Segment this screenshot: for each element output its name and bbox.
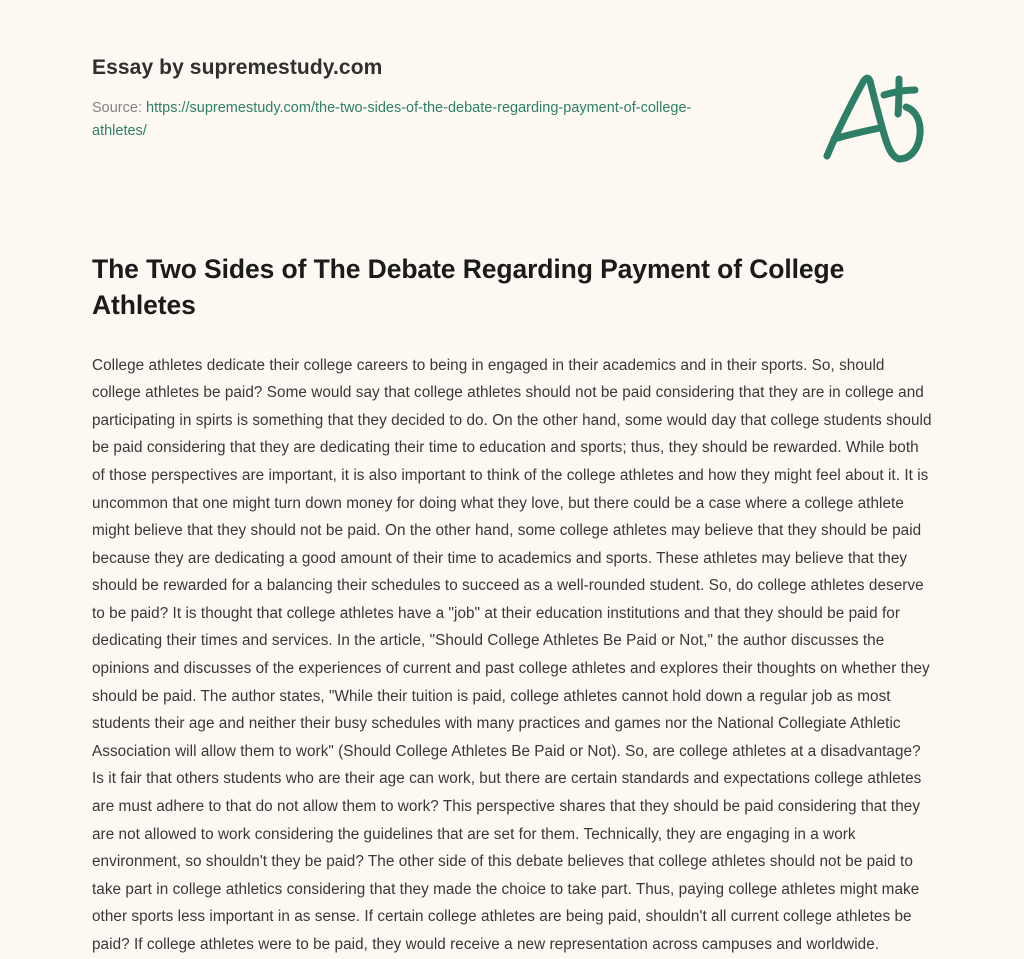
article-body-text: College athletes dedicate their college careers to being in engaged in their academics and in their sports. So, should college athletes be paid? Some would say that college athletes should not be paid considering that they are in college and participating in spirts is something that they decided to do. On the other hand, some would day that college students should be paid considering that they are dedicating their time to education and sports; thus, they should be rewarded. While both of those perspectives are important, it is also important to think of the college athletes and how they might feel about it. It is uncommon that one might turn down money for doing what they love, but there could be a case where a college athlete might believe that they should not be paid. On the other hand, some college athletes may believe that they should be paid because they are dedicating a good amount of their time to academics and sports. These athletes may believe that they should be rewarded for a balancing their schedules to succeed as a well-rounded student. So, do college athletes deserve to be paid? It is thought that college athletes have a "job" at their education institutions and that they should be paid for dedicating their times and services. In the article, "Should College Athletes Be Paid or Not," the author discusses the opinions and discusses of the experiences of current and past college athletes and explores their thoughts on whether they should be paid. The author states, "While their tuition is paid, college athletes cannot hold down a regular job as most students their age and neither their busy schedules with many practices and games nor the National Collegiate Athletic Association will allow them to work" (Should College Athletes Be Paid or Not). So, are college athletes at a disadvantage? Is it fair that others students who are their age can work, but there are certain standards and expectations college athletes are must adhere to that do not allow them to work? This perspective shares that they should be paid considering that they are not allowed to work considering the guidelines that are set for them. Technically, they are engaging in a work environment, so shouldn't they be paid? The other side of this debate believes that college athletes should not be paid to take part in college athletics considering that they made the choice to take part. Thus, paying college athletes might make other sports less important in as sense. If certain college athletes are being paid, shouldn't all current college athletes be paid? If college athletes were to be paid, they would receive a new representation across campuses and worldwide. [92, 356, 932, 953]
source-line [92, 97, 717, 142]
source-url-link[interactable]: https://supremestudy.com/the-two-sides-of-the-debate-regarding-payment-of-college-athletes/ [92, 100, 692, 139]
article-title: The Two Sides of The Debate Regarding Payment of College Athletes [92, 254, 845, 320]
site-title: Essay by supremestudy.com [92, 56, 383, 79]
page-header [92, 55, 932, 142]
article [92, 252, 934, 959]
a-plus-logo-icon [818, 64, 938, 169]
source-label: Source: [92, 100, 142, 117]
a-plus-logo [818, 64, 938, 169]
